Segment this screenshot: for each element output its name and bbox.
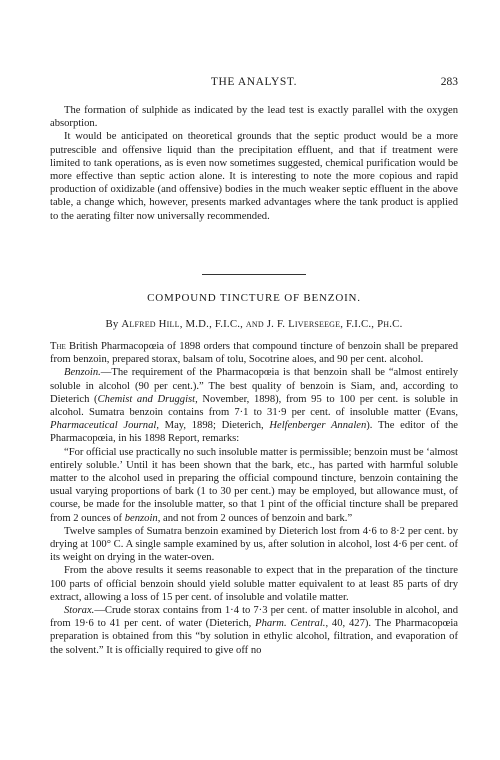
paragraph-benzoin (50, 366, 458, 445)
page-number: 283 (440, 76, 458, 88)
storax-text-a: —Crude storax contains from 1·4 to 7·3 per cent. of matter insoluble in alcohol, and from 19·6 to 41 per cent. of water (Dieterich, (50, 605, 458, 630)
benzoin-text-c: , May, 1898; Dieterich, (156, 420, 270, 432)
author-1: Alfred Hill, M.D., F.I.C., (121, 318, 244, 330)
intro-section (50, 104, 458, 223)
benzoin-text-d: ). The editor of the Pharmacopœia, in his 1898 Report, remarks: (50, 420, 458, 445)
opening-text: British Pharmacopœia of 1898 orders that compound tincture of benzoin shall be prepared from benzoin, prepared storax, balsam of tolu, Socotrine aloes, and 90 per cent. alcohol. (50, 341, 458, 366)
article-body (50, 340, 458, 657)
intro-paragraph-2: It would be anticipated on theoretical grounds that the septic product would be a more putrescible and offensive liquid than the precipitation effluent, and that if treatment were limited to tank operations, as is even now sometimes suggested, chemical purification would be more effective than septic action alone. It is interesting to note the more copious and rapid production of oxidizable (and offensive) bodies in the much weaker septic effluent in the above table, a change which, however, presents marked advantages where the tank product is applied to the aerating filter now universally recommended. (50, 131, 458, 222)
benzoin-text-a: —The requirement of the Pharmacopœia is that benzoin shall be “almost entirely soluble in alcohol (90 per cent.).” The best quality of benzoin is Siam, and, according to Dieterich ( (50, 367, 458, 405)
paragraph-conclusion: From the above results it seems reasonable to expect that in the preparation of the tincture 100 parts of official benzoin should yield soluble matter equivalent to at least 85 parts of dry extract, allowing a loss of 15 per cent. of insoluble and volatile matter. (50, 565, 458, 603)
quote-emphasis: benzoin (124, 512, 158, 524)
section-divider (202, 274, 306, 275)
running-head (50, 76, 458, 90)
storax-text-b: , 40, 427). The Pharmacopœia preparation is obtained from this “by solution in ethylic alcohol, filtration, and evaporation of the solvent.” It is officially required to give off no (50, 618, 458, 656)
article-title: COMPOUND TINCTURE OF BENZOIN. (147, 292, 361, 304)
paragraph-samples: Twelve samples of Sumatra benzoin examined by Dieterich lost from 4·6 to 8·2 per cent. by drying at 100° C. A single sample examined by us, after solution in alcohol, lost 4·6 per cent. of its weight on drying in the water-oven. (50, 525, 458, 564)
author-2: J. F. Liverseege, F.I.C., Ph.C. (266, 318, 403, 330)
paragraph-storax (50, 604, 458, 657)
benzoin-text-b: , November, 1898), from 95 to 100 per cent. is soluble in alcohol. Sumatra benzoin contains from 7·1 to 31·9 per cent. of insoluble matter (Evans, (50, 393, 458, 419)
quote-text-a: “For official use practically no such insoluble matter is permissible; benzoin must be ‘almost entirely soluble.’ Until it has been shown that the bark, etc., has parted with harmful soluble matter to the alcohol used in preparing the official compound tincture, benzoin containing the usual varying proportions of bark (1 to 30 per cent.) may be employed, but allowance must, of course, be made for the insoluble matter, so that 1 pint of the official tincture shall be prepared from 2 ounces of (50, 446, 458, 524)
journal-title: THE ANALYST. (210, 76, 298, 88)
paragraph-quotation (50, 446, 458, 525)
benzoin-heading: Benzoin. (64, 367, 101, 379)
citation-pharm-journal: Pharmaceutical Journal (50, 420, 157, 432)
byline-by: By (105, 318, 119, 330)
citation-pharm-central: Pharm. Central. (255, 618, 326, 630)
paragraph-opening (50, 340, 458, 366)
citation-helfenberger: Helfenberger Annalen (269, 420, 367, 432)
intro-paragraph-1: The formation of sulphide as indicated by the lead test is exactly parallel with the oxygen absorption. (50, 105, 458, 130)
citation-chemist-druggist: Chemist and Druggist (97, 393, 196, 405)
storax-heading: Storax. (64, 605, 95, 617)
opening-word: The (50, 341, 66, 352)
byline (50, 318, 458, 331)
quote-text-b: , and not from 2 ounces of benzoin and bark.” (157, 512, 353, 524)
byline-and: and (245, 318, 264, 330)
